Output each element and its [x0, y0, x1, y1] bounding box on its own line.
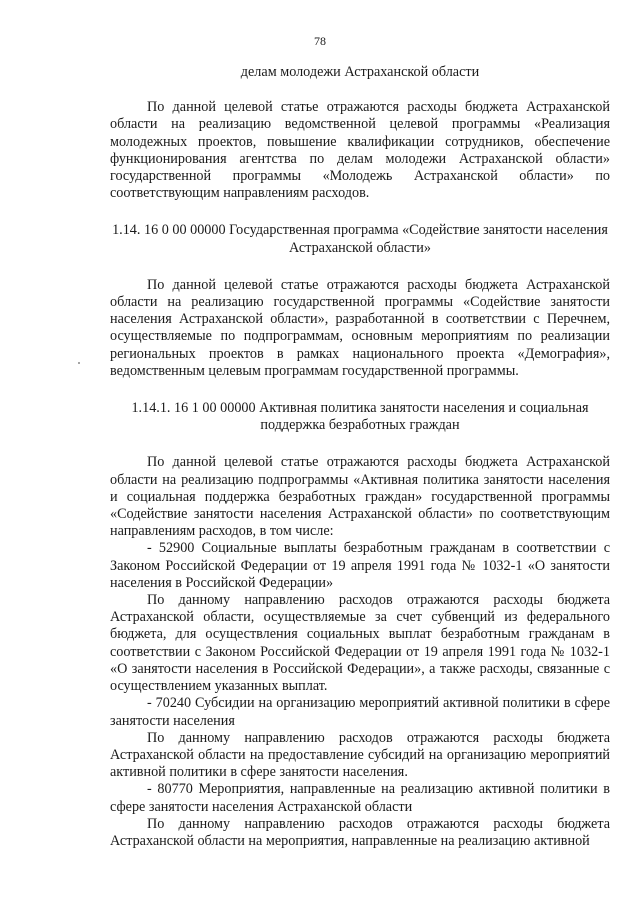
paragraph-52900-description: По данному направлению расходов отражаются расходы бюджета Астраханской области, осуществляемые за счет субвенций из федерального бюджета, для осуществления социальных выплат безработным гражданам в соответствии с Законом Российской Федерации от 19 апреля 1991 года № 1032-1 «О занятости населения в Российской Федерации», а также расходы, связанные с осуществлением указанных выплат.	[110, 592, 610, 695]
section-heading-1-14-1: 1.14.1. 16 1 00 00000 Активная политика занятости населения и социальная поддержка безработных граждан	[131, 400, 589, 434]
continued-heading: делам молодежи Астраханской области	[240, 64, 480, 80]
paragraph-subprogram: По данной целевой статье отражаются расходы бюджета Астраханской области на реализацию подпрограммы «Активная политика занятости населения и социальная поддержка безработных граждан» государственной программы «Содействие занятости населения Астраханской области» по соответствующим направлениям расходов, в том числе:	[110, 454, 610, 540]
item-70240: - 70240 Субсидии на организацию мероприятий активной политики в сфере занятости населения	[110, 695, 610, 729]
paragraph-youth-program: По данной целевой статье отражаются расходы бюджета Астраханской области на реализацию ведомственной целевой программы «Реализация молодежных проектов, повышение квалификации сотрудников, обеспечение функционирования агентства по делам молодежи Астраханской области» государственной программы «Молодежь Астраханской области» по соответствующим направлениям расходов.	[110, 99, 610, 202]
item-80770: - 80770 Мероприятия, направленные на реализацию активной политики в сфере занятости населения Астраханской области	[110, 781, 610, 815]
paragraph-employment-program: По данной целевой статье отражаются расходы бюджета Астраханской области на реализацию государственной программы «Содействие занятости населения Астраханской области», разработанной в соответствии с Перечнем, осуществляемые по подпрограммам, основным мероприятиям по реализации региональных проектов в рамках национального проекта «Демография», ведомственным целевым программам государственной программы.	[110, 276, 610, 379]
paragraph-80770-description: По данному направлению расходов отражаются расходы бюджета Астраханской области на мероприятия, направленные на реализацию активной	[110, 815, 610, 849]
paragraph-70240-description: По данному направлению расходов отражаются расходы бюджета Астраханской области на предоставление субсидий на организацию мероприятий активной политики в сфере занятости населения.	[110, 729, 610, 781]
page-number: 78	[314, 34, 326, 48]
item-52900: - 52900 Социальные выплаты безработным гражданам в соответствии с Законом Российской Федерации от 19 апреля 1991 года № 1032-1 «О занятости населения в Российской Федерации»	[110, 540, 610, 591]
scan-speck	[78, 362, 80, 364]
section-heading-1-14: 1.14. 16 0 00 00000 Государственная программа «Содействие занятости населения Астраханской области»	[112, 222, 608, 256]
document-body	[110, 64, 610, 850]
